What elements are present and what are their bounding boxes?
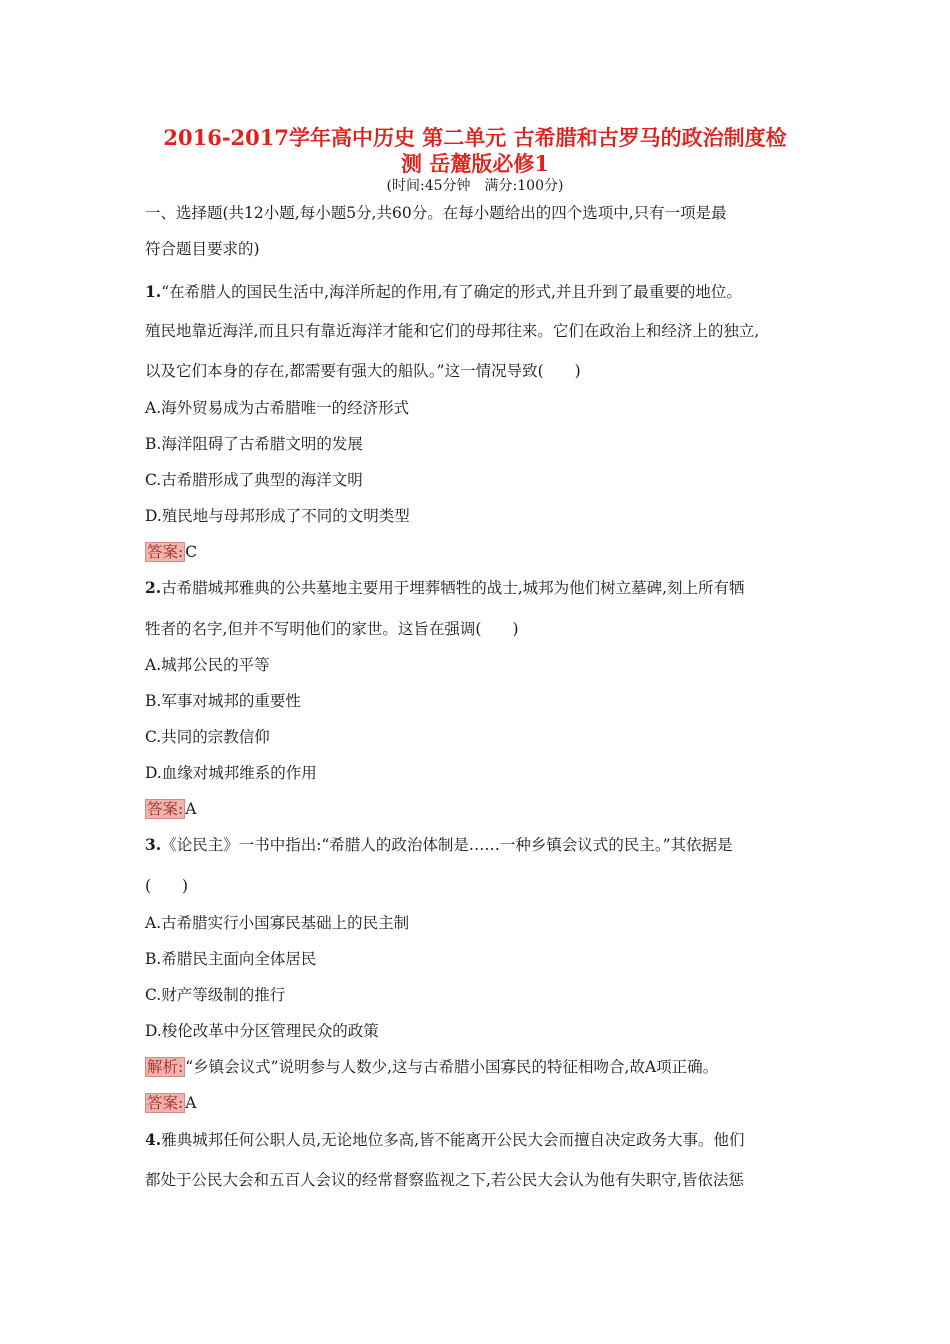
question-3-option-d: D.梭伦改革中分区管理民众的政策 bbox=[145, 1022, 379, 1040]
question-3-option-a: A.古希腊实行小国寡民基础上的民主制 bbox=[145, 914, 410, 932]
question-text: “在希腊人的国民生活中,海洋所起的作用,有了确定的形式,并且升到了最重要的地位。 bbox=[161, 283, 742, 301]
question-3-analysis bbox=[145, 1057, 815, 1077]
question-text: 雅典城邦任何公职人员,无论地位多高,皆不能离开公民大会而擅自决定政务大事。他们 bbox=[161, 1131, 745, 1149]
question-1-option-b: B.海洋阻碍了古希腊文明的发展 bbox=[145, 435, 363, 453]
question-number: 1. bbox=[145, 282, 162, 301]
question-1-option-d: D.殖民地与母邦形成了不同的文明类型 bbox=[145, 507, 410, 525]
question-3-line1 bbox=[145, 835, 815, 855]
question-1-line1 bbox=[145, 282, 815, 302]
question-1-answer bbox=[145, 542, 815, 562]
question-number: 4. bbox=[145, 1130, 162, 1149]
question-2-answer bbox=[145, 799, 815, 819]
answer-value: C bbox=[185, 543, 198, 561]
question-3-option-c: C.财产等级制的推行 bbox=[145, 986, 286, 1004]
question-4-line2: 都处于公民大会和五百人会议的经常督察监视之下,若公民大会认为他有失职守,皆依法惩 bbox=[145, 1171, 744, 1189]
document-title-line2: 测 岳麓版必修1 bbox=[401, 151, 549, 176]
document-title-line1: 2016-2017学年高中历史 第二单元 古希腊和古罗马的政治制度检 bbox=[163, 125, 787, 150]
question-4-line1 bbox=[145, 1130, 815, 1150]
answer-label: 答案: bbox=[147, 543, 184, 561]
question-2-line1 bbox=[145, 578, 815, 598]
analysis-label: 解析: bbox=[147, 1058, 184, 1076]
answer-value: A bbox=[185, 800, 197, 818]
question-1-line3: 以及它们本身的存在,都需要有强大的船队。”这一情况导致( ) bbox=[145, 362, 581, 380]
question-1-option-a: A.海外贸易成为古希腊唯一的经济形式 bbox=[145, 399, 410, 417]
question-2-line2: 牲者的名字,但并不写明他们的家世。这旨在强调( ) bbox=[145, 620, 519, 638]
answer-value: A bbox=[185, 1094, 197, 1112]
question-3-option-b: B.希腊民主面向全体居民 bbox=[145, 950, 317, 968]
answer-label: 答案: bbox=[147, 800, 184, 818]
answer-label: 答案: bbox=[147, 1094, 184, 1112]
question-2-option-a: A.城邦公民的平等 bbox=[145, 656, 270, 674]
question-number: 2. bbox=[145, 578, 162, 597]
question-1-line2: 殖民地靠近海洋,而且只有靠近海洋才能和它们的母邦往来。它们在政治上和经济上的独立, bbox=[145, 322, 760, 340]
question-1-option-c: C.古希腊形成了典型的海洋文明 bbox=[145, 471, 363, 489]
analysis-text: “乡镇会议式”说明参与人数少,这与古希腊小国寡民的特征相吻合,故A项正确。 bbox=[185, 1058, 719, 1076]
section-instruction-line2: 符合题目要求的) bbox=[145, 240, 260, 258]
question-text: 古希腊城邦雅典的公共墓地主要用于埋葬牺牲的战士,城邦为他们树立墓碑,刻上所有牺 bbox=[161, 579, 745, 597]
question-2-option-c: C.共同的宗教信仰 bbox=[145, 728, 270, 746]
question-text: 《论民主》一书中指出:“希腊人的政治体制是……一种乡镇会议式的民主。”其依据是 bbox=[161, 836, 733, 854]
section-instruction-line1: 一、选择题(共12小题,每小题5分,共60分。在每小题给出的四个选项中,只有一项是最 bbox=[145, 204, 727, 222]
question-2-option-d: D.血缘对城邦维系的作用 bbox=[145, 764, 317, 782]
question-3-line2: ( ) bbox=[145, 877, 189, 895]
question-2-option-b: B.军事对城邦的重要性 bbox=[145, 692, 301, 710]
question-3-answer bbox=[145, 1093, 815, 1113]
question-number: 3. bbox=[145, 835, 162, 854]
exam-time-score: (时间:45分钟 满分:100分) bbox=[386, 178, 564, 194]
